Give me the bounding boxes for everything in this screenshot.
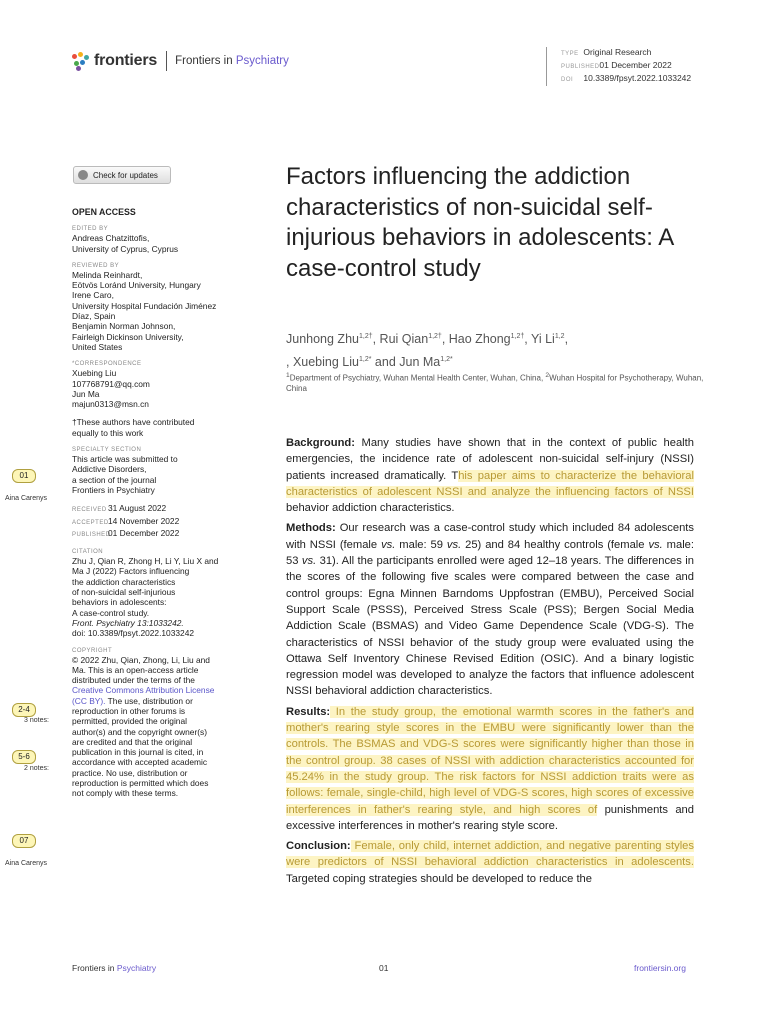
- license-link[interactable]: Creative Commons Attribution License: [72, 685, 215, 696]
- correspondence-email[interactable]: 107768791@qq.com: [72, 378, 150, 389]
- citation-line: Front. Psychiatry 13:1033242.: [72, 617, 184, 628]
- highlight-annotation[interactable]: his paper aims to characterize the behavioral characteristics of adolescent NSSI and analyze the influencing factors of NSSI: [286, 469, 694, 498]
- copyright-line: Ma. This is an open-access article: [72, 664, 199, 675]
- citation-line: Ma J (2022) Factors influencing: [72, 566, 190, 577]
- contribution-note: equally to this work: [72, 427, 144, 438]
- reviewer-line: Díaz, Spain: [72, 311, 116, 322]
- copyright-line: are credited and that the original: [72, 736, 193, 747]
- citation-line: Zhu J, Qian R, Zhong H, Li Y, Liu X and: [72, 556, 219, 567]
- copyright-line: accordance with accepted academic: [72, 757, 208, 768]
- copyright-line: permitted, provided the original: [72, 716, 187, 727]
- annotation-marker[interactable]: 07: [12, 834, 36, 848]
- logo-divider: [166, 51, 167, 71]
- abstract-methods: Methods: Our research was a case-control study which included 84 adolescents with NSSI (female vs. male: 59 vs. 25) and 84 healthy controls (female vs. male: 53 vs. 31). All the participants enrolled were aged 12–18 years. The differences in the scores of the following five scales were compared between the case and control groups: Egna Minnen Barndoms Uppfostran (EMBU), Perceived Social Support Scale (PSSS), Perceived Stress Scale (PSS); Bergen Social Media Addiction Scale (BSMAS) and Video Game Dependence Scale (VDG-S). The characteristics of NSSI behavior of the study group were evaluated using the Ottawa Self Inventory Chinese Revised Edition (OSIC). And a binary logistic regression model was developed to analyze the factors that influence adolescent NSSI behavioral addiction characteristics.: [286, 522, 695, 698]
- reviewer-line: Fairleigh Dickinson University,: [72, 331, 184, 342]
- abstract-background: Background: Many studies have shown that in the context of public health emergencies, the incidence rate of adolescent non-suicidal self-injury (NSSI) patients increased dramatically. This paper aims to characterize the behavioral characteristics of adolescent NSSI and analyze the influencing factors of NSSI behavior addiction characteristics.: [286, 437, 694, 515]
- type-value: Original Research: [583, 47, 652, 57]
- reviewed-by-heading: REVIEWED BY: [72, 262, 120, 269]
- edited-by-heading: EDITED BY: [72, 226, 109, 233]
- specialty-heading: SPECIALTY SECTION: [72, 447, 142, 454]
- annotation-marker[interactable]: 2-4: [12, 703, 36, 717]
- copyright-line: not comply with these terms.: [72, 788, 179, 799]
- copyright-line: © 2022 Zhu, Qian, Zhong, Li, Liu and: [72, 654, 210, 665]
- license-link[interactable]: (CC BY).: [72, 695, 106, 706]
- copyright-heading: COPYRIGHT: [72, 647, 113, 654]
- article-title: Factors influencing the addiction characteristics of non-suicidal self-injurious behaviors in adolescents: A case-control study: [286, 163, 673, 282]
- footer-journal: Frontiers in Psychiatry: [72, 963, 157, 973]
- reviewer-line: Benjamin Norman Johnson,: [72, 321, 176, 332]
- abstract: [286, 435, 694, 891]
- abstract-conclusion: Conclusion: Female, only child, internet addiction, and negative parenting styles were predictors of NSSI behavioral addiction characteristics in adolescents. Targeted coping strategies should be developed to reduce the: [286, 840, 694, 885]
- citation-line: doi: 10.3389/fpsyt.2022.1033242: [72, 628, 195, 639]
- article-sidebar: [72, 207, 237, 799]
- type-label: TYPE: [561, 51, 579, 57]
- received-date: RECEIVED31 August 2022: [72, 503, 167, 514]
- reviewer-line: University Hospital Fundación Jiménez: [72, 300, 217, 311]
- correspondence-email[interactable]: majun0313@msn.cn: [72, 399, 149, 410]
- correspondence-name: Xuebing Liu: [72, 368, 117, 379]
- annotation-author: Aina Carenys: [5, 495, 48, 502]
- specialty-line: This article was submitted to: [72, 454, 178, 465]
- reviewer-line: Irene Caro,: [72, 290, 114, 301]
- citation-line: the addiction characteristics: [72, 576, 176, 587]
- doi-value[interactable]: 10.3389/fpsyt.2022.1033242: [583, 73, 692, 83]
- affiliations: $^1$Department of Psychiatry, Wuhan Mental Health Center, Wuhan, China, $^2$Wuhan Hospital for Psychotherapy, Wuhan, China: [286, 372, 704, 394]
- copyright-line: practice. No use, distribution or: [72, 767, 188, 778]
- accepted-date: ACCEPTED14 November 2022: [72, 515, 180, 526]
- reviewer-line: United States: [72, 341, 123, 352]
- copyright-line: reproduction is permitted which does: [72, 778, 209, 789]
- citation-line: of non-suicidal self-injurious: [72, 587, 176, 598]
- open-access-label: OPEN ACCESS: [72, 207, 136, 217]
- annotation-count: 2 notes:: [24, 765, 49, 772]
- annotation-marker[interactable]: 01: [12, 469, 36, 483]
- published-date: PUBLISHED01 December 2022: [72, 527, 180, 538]
- update-icon: [78, 170, 88, 180]
- doi-label: DOI: [561, 77, 574, 83]
- check-for-updates-button[interactable]: [73, 166, 171, 184]
- copyright-line: publication in this journal is cited, in: [72, 747, 204, 758]
- specialty-line: Addictive Disorders,: [72, 464, 147, 475]
- highlight-annotation[interactable]: Female, only child, internet addiction, and negative parenting styles were predictors of NSSI behavioral addiction characteristics in adolescents.: [286, 840, 694, 869]
- footer-site-link[interactable]: frontiersin.org: [634, 963, 686, 973]
- frontiers-logo-icon: [72, 52, 90, 70]
- highlight-annotation[interactable]: In the study group, the emotional warmth scores in the father's and mother's rearing style scores in the EMBU were significantly lower than the controls. The BSMAS and VDG-S scores were significantly higher than those in the control group. 38 cases of NSSI with addiction characteristics accounted for 45.24% in the study group. The risk factors for NSSI addiction traits were as follows: female, single-child, high level of VDG-S scores, high scores of excessive interferences in father's rearing style, and high scores of: [286, 705, 694, 816]
- copyright-line: distributed under the terms of the: [72, 675, 195, 686]
- specialty-line: Frontiers in Psychiatry: [72, 484, 155, 495]
- abstract-results: Results: In the study group, the emotional warmth scores in the father's and mother's rearing style scores in the EMBU were significantly lower than the controls. The BSMAS and VDG-S scores were significantly higher than those in the control group. 38 cases of NSSI with addiction characteristics accounted for 45.24% in the study group. The risk factors for NSSI addiction traits were as follows: female, single-child, high level of VDG-S scores, high scores of excessive interferences in father's rearing style, and high scores of punishments and excessive interferences in mother's rearing style score.: [286, 705, 694, 832]
- annotation-author: Aina Carenys: [5, 860, 48, 867]
- editor-line: University of Cyprus, Cyprus: [72, 243, 179, 254]
- citation-line: A case-control study.: [72, 607, 150, 618]
- copyright-line: author(s) and the copyright owner(s): [72, 726, 207, 737]
- annotation-marker[interactable]: 5-6: [12, 750, 36, 764]
- brand-name: frontiers: [94, 52, 158, 69]
- copyright-line: reproduction in other forums is: [72, 705, 186, 716]
- reviewer-line: Melinda Reinhardt,: [72, 269, 143, 280]
- journal-name: Frontiers in Psychiatry: [175, 55, 289, 67]
- frontiers-logo[interactable]: [72, 50, 289, 72]
- correspondence-name: Jun Ma: [72, 388, 100, 399]
- specialty-line: a section of the journal: [72, 474, 157, 485]
- page-number: 01: [379, 963, 389, 973]
- correspondence-heading: *CORRESPONDENCE: [72, 361, 142, 368]
- copyright-line: (CC BY). The use, distribution or: [72, 695, 193, 706]
- check-for-updates-label: Check for updates: [93, 170, 158, 180]
- editor-line: Andreas Chatzittofis,: [72, 233, 150, 244]
- published-value: 01 December 2022: [599, 60, 672, 70]
- author-list: Junhong Zhu$^{1,2\dagger}$, Rui Qian$^{1,2\dagger}$, Hao Zhong$^{1,2\dagger}$, Yi Li$^{1,2}$, , Xuebing Liu$^{1,2*}$ and Jun $Ma^{1,2*}$: [286, 332, 569, 369]
- citation-heading: CITATION: [72, 549, 104, 556]
- annotation-count: 3 notes:: [24, 717, 49, 724]
- reviewer-line: Eötvös Loránd University, Hungary: [72, 280, 201, 291]
- published-label: PUBLISHED: [561, 64, 600, 70]
- article-meta: [546, 47, 691, 86]
- contribution-note: †These authors have contributed: [72, 417, 195, 428]
- citation-line: behaviors in adolescents:: [72, 597, 167, 608]
